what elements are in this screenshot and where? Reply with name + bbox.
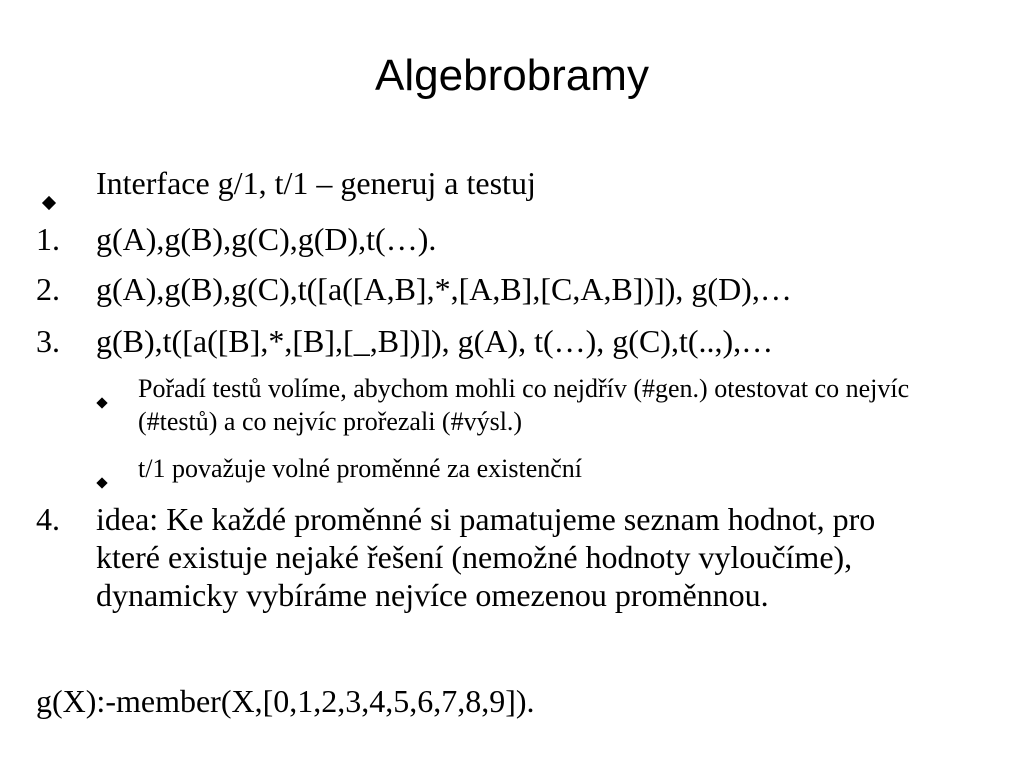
sub-bullet-text: Pořadí testů volíme, abychom mohli co nejdřív (#gen.) otestovat co nejvíc (#testů) a co nejvíc prořezali (#výsl.) [138, 374, 910, 436]
code-text: g(X):-member(X,[0,1,2,3,4,5,6,7,8,9]). [36, 683, 535, 719]
bullet-item [0, 164, 1024, 202]
numbered-item [0, 500, 1024, 660]
numbered-item [0, 322, 1024, 360]
sub-bullet-item [0, 452, 1024, 486]
diamond-bullet-icon [44, 178, 54, 216]
item-number: 2. [36, 271, 60, 307]
item-number: 3. [36, 323, 60, 359]
diamond-bullet-icon [98, 382, 106, 415]
code-line [0, 682, 1024, 720]
item-number: 4. [36, 501, 60, 537]
bullet-text: Interface g/1, t/1 – generuj a testuj [96, 165, 536, 201]
diamond-bullet-icon [98, 462, 106, 495]
slide-title: Algebrobramy [375, 51, 649, 100]
item-text: g(A),g(B),g(C),t([a([A,B],*,[A,B],[C,A,B])]), g(D),… [96, 271, 792, 307]
item-number: 1. [36, 221, 60, 257]
item-text: g(A),g(B),g(C),g(D),t(…). [96, 221, 437, 257]
item-text: g(B),t([a([B],*,[B],[_,B])]), g(A), t(…), g(C),t(..,),… [96, 323, 774, 359]
item-text: idea: Ke každé proměnné si pamatujeme seznam hodnot, pro které existuje nejaké řešení (nemožné hodnoty vyloučíme), dynamicky vybíráme nejvíce omezenou proměnnou. [96, 501, 876, 613]
numbered-item [0, 270, 1024, 308]
numbered-item [0, 220, 1024, 258]
sub-bullet-text: t/1 považuje volné proměnné za existenční [138, 454, 583, 483]
sub-bullet-item [0, 372, 1024, 442]
